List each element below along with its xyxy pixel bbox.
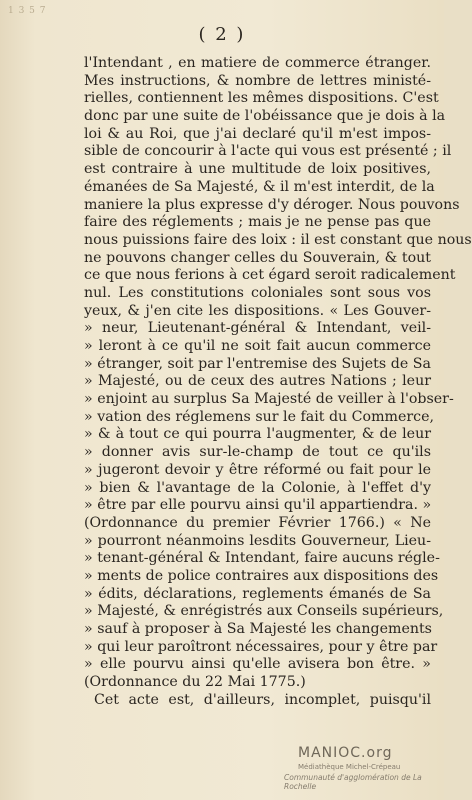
text-line: ne pouvons changer celles du Souverain, & tout <box>84 249 431 266</box>
text-line: faire des réglements ; mais je ne pense pas que <box>84 214 431 231</box>
text-line: Cet acte est, d'ailleurs, incomplet, puisqu'il <box>94 691 431 708</box>
text-line: » jugeront devoir y être réformé ou fait pour le <box>84 461 431 478</box>
text-line: ce que nous ferions à cet égard seroit radicalement <box>84 267 456 284</box>
text-line: » elle pourvu ainsi qu'elle avisera bon être. » <box>84 656 431 673</box>
text-line: émanées de Sa Majesté, & il m'est interdit, de la <box>84 178 435 195</box>
text-line: est contraire à une multitude de loix positives, <box>84 161 431 178</box>
text-line: » vation des réglemens sur le fait du Commerce, <box>84 408 435 425</box>
text-line: » qui leur paroîtront nécessaires, pour y être par <box>84 638 438 655</box>
text-line: rielles, contiennent les mêmes dispositions. C'est <box>84 90 439 107</box>
text-line: » & à tout ce qui pourra l'augmenter, & de leur <box>84 426 431 443</box>
text-line: loi & au Roi, que j'ai declaré qu'il m'est impos- <box>84 125 431 142</box>
text-line: l'Intendant , en matiere de commerce étranger. <box>84 55 431 71</box>
text-line: » tenant-général & Intendant, faire aucuns régle- <box>84 550 440 567</box>
text-line: » neur, Lieutenant-général & Intendant, veil- <box>84 320 431 337</box>
text-line: maniere la plus expresse d'y déroger. Nous pouvons <box>84 196 460 213</box>
watermark-subtitle: Médiathèque Michel-Crépeau <box>298 763 401 771</box>
watermark-name: MANIOC.org <box>298 745 393 761</box>
text-line: » être par elle pourvu ainsi qu'il appartiendra. » <box>84 497 432 514</box>
text-line: » leront à ce qu'il ne soit fait aucun commerce <box>84 338 431 354</box>
text-line: » bien & l'avantage de la Colonie, à l'effet d'y <box>84 479 431 496</box>
text-line: nous puissions faire des loix : il est constant que nous <box>84 231 472 248</box>
text-line: » donner avis sur-le-champ de tout ce qu'ils <box>84 444 431 461</box>
text-line: » édits, déclarations, reglements émanés de Sa <box>84 585 431 602</box>
text-line: (Ordonnance du 22 Mai 1775.) <box>84 674 306 691</box>
manioc-watermark <box>284 745 438 791</box>
text-line: » étranger, soit par l'entremise des Sujets de Sa <box>84 355 431 372</box>
text-line: (Ordonnance du premier Février 1766.) « Ne <box>84 514 431 531</box>
page-number: ( 2 ) <box>198 24 246 45</box>
text-line: donc par une suite de l'obéissance que je dois à la <box>84 108 446 125</box>
text-line: yeux, & j'en cite les dispositions. « Les Gouver- <box>84 302 431 319</box>
text-line: » ments de police contraires aux dispositions des <box>84 567 439 584</box>
watermark-community: Communauté d'agglomération de La Rochelle <box>284 773 422 791</box>
text-line: » Majesté, & enrégistrés aux Conseils supérieurs, <box>84 603 444 620</box>
body-text <box>84 55 472 709</box>
text-line: » sauf à proposer à Sa Majesté les changements <box>84 621 432 637</box>
text-line: » Majesté, ou de ceux des autres Nations ; leur <box>84 373 431 390</box>
corner-mark: 1 3 5 7 <box>8 6 47 16</box>
text-line: nul. Les constitutions coloniales sont sous vos <box>84 284 431 301</box>
text-line: » enjoint au surplus Sa Majesté de veiller à l'obser- <box>84 391 454 408</box>
text-line: » pourront néanmoins lesdits Gouverneur, Lieu- <box>84 532 431 549</box>
text-line: Mes instructions, & nombre de lettres ministé- <box>84 72 431 89</box>
text-line: sible de concourir à l'acte qui vous est présenté ; il <box>84 143 452 160</box>
